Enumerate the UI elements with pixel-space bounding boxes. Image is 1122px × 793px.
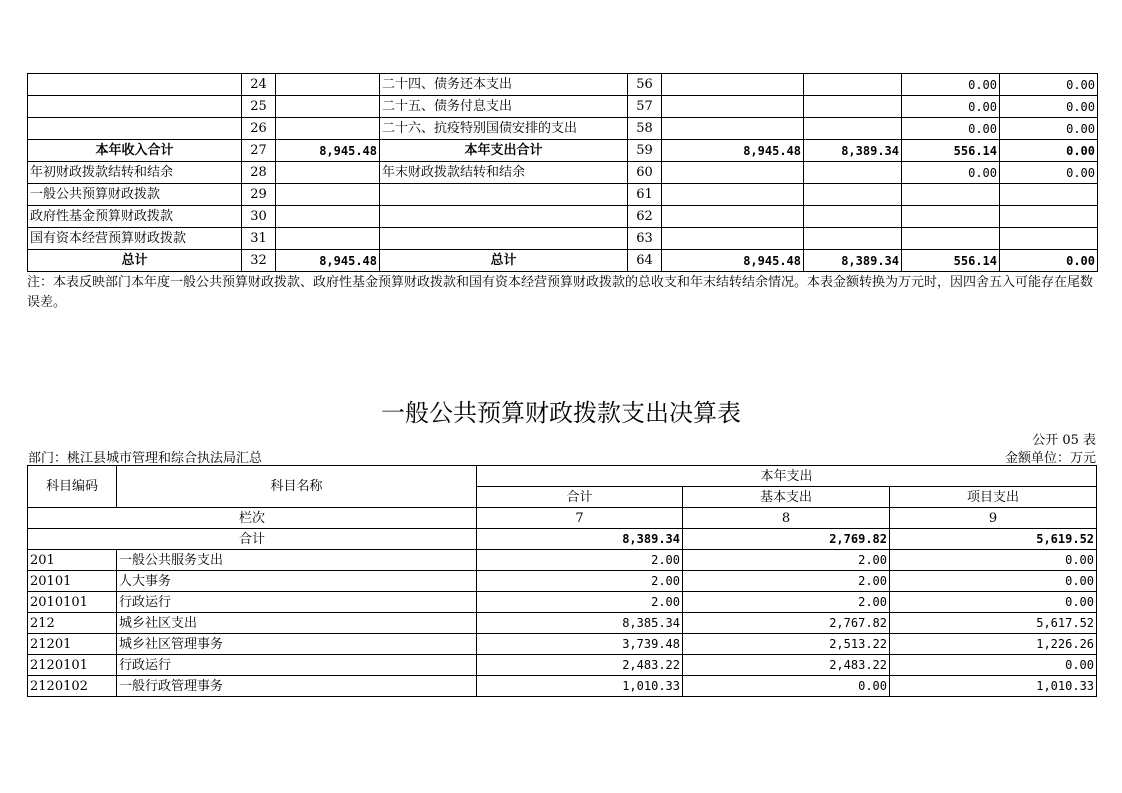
summary-row xyxy=(28,118,1098,140)
expenditure-row xyxy=(28,592,1097,613)
expense-amount-3: 556.14 xyxy=(902,250,1000,272)
summary-row xyxy=(28,140,1098,162)
income-amount xyxy=(276,228,380,250)
income-label xyxy=(28,96,242,118)
amount-project: 0.00 xyxy=(890,592,1097,613)
subject-code: 201 xyxy=(28,550,117,571)
expense-amount-2: 8,389.34 xyxy=(804,140,902,162)
expense-amount-1 xyxy=(662,162,804,184)
expense-row-number: 63 xyxy=(628,228,662,250)
expense-amount-4: 0.00 xyxy=(1000,96,1098,118)
income-amount: 8,945.48 xyxy=(276,250,380,272)
summary-row xyxy=(28,74,1098,96)
subject-name: 行政运行 xyxy=(117,655,477,676)
income-amount xyxy=(276,74,380,96)
income-amount xyxy=(276,96,380,118)
income-expense-summary-table xyxy=(27,73,1098,272)
amount-total: 2.00 xyxy=(477,550,683,571)
sum-basic: 2,769.82 xyxy=(683,529,890,550)
expense-amount-3: 556.14 xyxy=(902,140,1000,162)
expenditure-row xyxy=(28,676,1097,697)
expense-label xyxy=(380,184,628,206)
amount-total: 1,010.33 xyxy=(477,676,683,697)
expense-label xyxy=(380,206,628,228)
subject-code: 2120101 xyxy=(28,655,117,676)
expense-amount-2: 8,389.34 xyxy=(804,250,902,272)
expense-amount-2 xyxy=(804,96,902,118)
header-basic: 基本支出 xyxy=(683,487,890,508)
amount-total: 2,483.22 xyxy=(477,655,683,676)
expense-amount-1 xyxy=(662,184,804,206)
subject-name: 城乡社区支出 xyxy=(117,613,477,634)
income-row-number: 31 xyxy=(242,228,276,250)
expense-amount-2 xyxy=(804,162,902,184)
expense-amount-1 xyxy=(662,118,804,140)
col-index-9: 9 xyxy=(890,508,1097,529)
expense-label: 二十五、债务付息支出 xyxy=(380,96,628,118)
income-label: 本年收入合计 xyxy=(28,140,242,162)
income-label: 一般公共预算财政拨款 xyxy=(28,184,242,206)
income-label xyxy=(28,118,242,140)
amount-basic: 2.00 xyxy=(683,571,890,592)
amount-project: 0.00 xyxy=(890,571,1097,592)
expense-amount-2 xyxy=(804,74,902,96)
summary-row xyxy=(28,162,1098,184)
income-row-number: 28 xyxy=(242,162,276,184)
amount-basic: 2.00 xyxy=(683,550,890,571)
income-amount xyxy=(276,118,380,140)
income-label: 国有资本经营预算财政拨款 xyxy=(28,228,242,250)
expense-row-number: 59 xyxy=(628,140,662,162)
amount-project: 5,617.52 xyxy=(890,613,1097,634)
header-code: 科目编码 xyxy=(28,466,117,508)
report-title: 一般公共预算财政拨款支出决算表 xyxy=(381,399,741,427)
income-amount: 8,945.48 xyxy=(276,140,380,162)
sum-total: 8,389.34 xyxy=(477,529,683,550)
subject-code: 20101 xyxy=(28,571,117,592)
table-note: 注：本表反映部门本年度一般公共预算财政拨款、政府性基金预算财政拨款和国有资本经营预算财政拨款的总收支和年末结转结余情况。本表金额转换为万元时，因四舍五入可能存在尾数误差。 xyxy=(27,275,1094,310)
expense-amount-3 xyxy=(902,228,1000,250)
amount-basic: 0.00 xyxy=(683,676,890,697)
expense-amount-4 xyxy=(1000,228,1098,250)
income-row-number: 25 xyxy=(242,96,276,118)
expense-amount-3: 0.00 xyxy=(902,96,1000,118)
expense-amount-3 xyxy=(902,184,1000,206)
amount-project: 0.00 xyxy=(890,550,1097,571)
amount-total: 2.00 xyxy=(477,571,683,592)
expense-row-number: 60 xyxy=(628,162,662,184)
amount-basic: 2.00 xyxy=(683,592,890,613)
expense-amount-1: 8,945.48 xyxy=(662,140,804,162)
income-label xyxy=(28,74,242,96)
summary-row xyxy=(28,96,1098,118)
expense-amount-4: 0.00 xyxy=(1000,140,1098,162)
form-code: 公开 05 表 xyxy=(1032,433,1096,448)
expense-amount-4 xyxy=(1000,184,1098,206)
expense-row-number: 64 xyxy=(628,250,662,272)
subject-name: 一般行政管理事务 xyxy=(117,676,477,697)
header-total: 合计 xyxy=(477,487,683,508)
row-index-label: 栏次 xyxy=(28,508,477,529)
expense-amount-4: 0.00 xyxy=(1000,162,1098,184)
amount-basic: 2,483.22 xyxy=(683,655,890,676)
expense-row-number: 61 xyxy=(628,184,662,206)
expense-amount-3: 0.00 xyxy=(902,162,1000,184)
expense-row-number: 58 xyxy=(628,118,662,140)
expenditure-row xyxy=(28,634,1097,655)
amount-total: 2.00 xyxy=(477,592,683,613)
expense-amount-1: 8,945.48 xyxy=(662,250,804,272)
header-row-1 xyxy=(28,466,1097,487)
subject-name: 人大事务 xyxy=(117,571,477,592)
subject-name: 城乡社区管理事务 xyxy=(117,634,477,655)
expense-amount-3: 0.00 xyxy=(902,118,1000,140)
expense-amount-1 xyxy=(662,96,804,118)
amount-project: 0.00 xyxy=(890,655,1097,676)
header-project: 项目支出 xyxy=(890,487,1097,508)
income-row-number: 24 xyxy=(242,74,276,96)
sum-project: 5,619.52 xyxy=(890,529,1097,550)
summary-row xyxy=(28,250,1098,272)
expense-amount-3 xyxy=(902,206,1000,228)
income-row-number: 27 xyxy=(242,140,276,162)
expense-label: 本年支出合计 xyxy=(380,140,628,162)
subject-code: 2010101 xyxy=(28,592,117,613)
expense-amount-2 xyxy=(804,184,902,206)
expenditure-row xyxy=(28,655,1097,676)
amount-project: 1,010.33 xyxy=(890,676,1097,697)
expense-amount-4: 0.00 xyxy=(1000,250,1098,272)
expense-amount-1 xyxy=(662,228,804,250)
income-row-number: 26 xyxy=(242,118,276,140)
amount-project: 1,226.26 xyxy=(890,634,1097,655)
header-group: 本年支出 xyxy=(477,466,1097,487)
expense-amount-1 xyxy=(662,206,804,228)
department-label: 部门：桃江县城市管理和综合执法局汇总 xyxy=(28,451,263,466)
expenditure-row xyxy=(28,571,1097,592)
expenditure-row xyxy=(28,550,1097,571)
income-row-number: 30 xyxy=(242,206,276,228)
income-amount xyxy=(276,184,380,206)
amount-total: 8,385.34 xyxy=(477,613,683,634)
amount-total: 3,739.48 xyxy=(477,634,683,655)
amount-unit-label: 金额单位：万元 xyxy=(1004,451,1096,466)
header-name: 科目名称 xyxy=(117,466,477,508)
income-row-number: 29 xyxy=(242,184,276,206)
subject-code: 2120102 xyxy=(28,676,117,697)
income-amount xyxy=(276,206,380,228)
income-label: 总计 xyxy=(28,250,242,272)
expense-row-number: 62 xyxy=(628,206,662,228)
expense-label: 二十四、债务还本支出 xyxy=(380,74,628,96)
amount-basic: 2,513.22 xyxy=(683,634,890,655)
income-label: 年初财政拨款结转和结余 xyxy=(28,162,242,184)
summary-row xyxy=(28,206,1098,228)
col-index-8: 8 xyxy=(683,508,890,529)
expense-amount-3: 0.00 xyxy=(902,74,1000,96)
sum-row xyxy=(28,529,1097,550)
expense-amount-2 xyxy=(804,206,902,228)
expense-row-number: 56 xyxy=(628,74,662,96)
column-index-row xyxy=(28,508,1097,529)
expense-label xyxy=(380,228,628,250)
expense-amount-2 xyxy=(804,228,902,250)
summary-row xyxy=(28,184,1098,206)
income-amount xyxy=(276,162,380,184)
subject-name: 一般公共服务支出 xyxy=(117,550,477,571)
col-index-7: 7 xyxy=(477,508,683,529)
expense-amount-4 xyxy=(1000,206,1098,228)
amount-basic: 2,767.82 xyxy=(683,613,890,634)
expense-amount-4: 0.00 xyxy=(1000,74,1098,96)
expense-amount-4: 0.00 xyxy=(1000,118,1098,140)
income-label: 政府性基金预算财政拨款 xyxy=(28,206,242,228)
subject-code: 21201 xyxy=(28,634,117,655)
expenditure-row xyxy=(28,613,1097,634)
sum-label: 合计 xyxy=(28,529,477,550)
expense-label: 二十六、抗疫特别国债安排的支出 xyxy=(380,118,628,140)
expense-label: 年末财政拨款结转和结余 xyxy=(380,162,628,184)
expense-row-number: 57 xyxy=(628,96,662,118)
summary-row xyxy=(28,228,1098,250)
subject-code: 212 xyxy=(28,613,117,634)
expenditure-table xyxy=(27,465,1097,697)
expense-amount-2 xyxy=(804,118,902,140)
income-row-number: 32 xyxy=(242,250,276,272)
expense-label: 总计 xyxy=(380,250,628,272)
subject-name: 行政运行 xyxy=(117,592,477,613)
expense-amount-1 xyxy=(662,74,804,96)
